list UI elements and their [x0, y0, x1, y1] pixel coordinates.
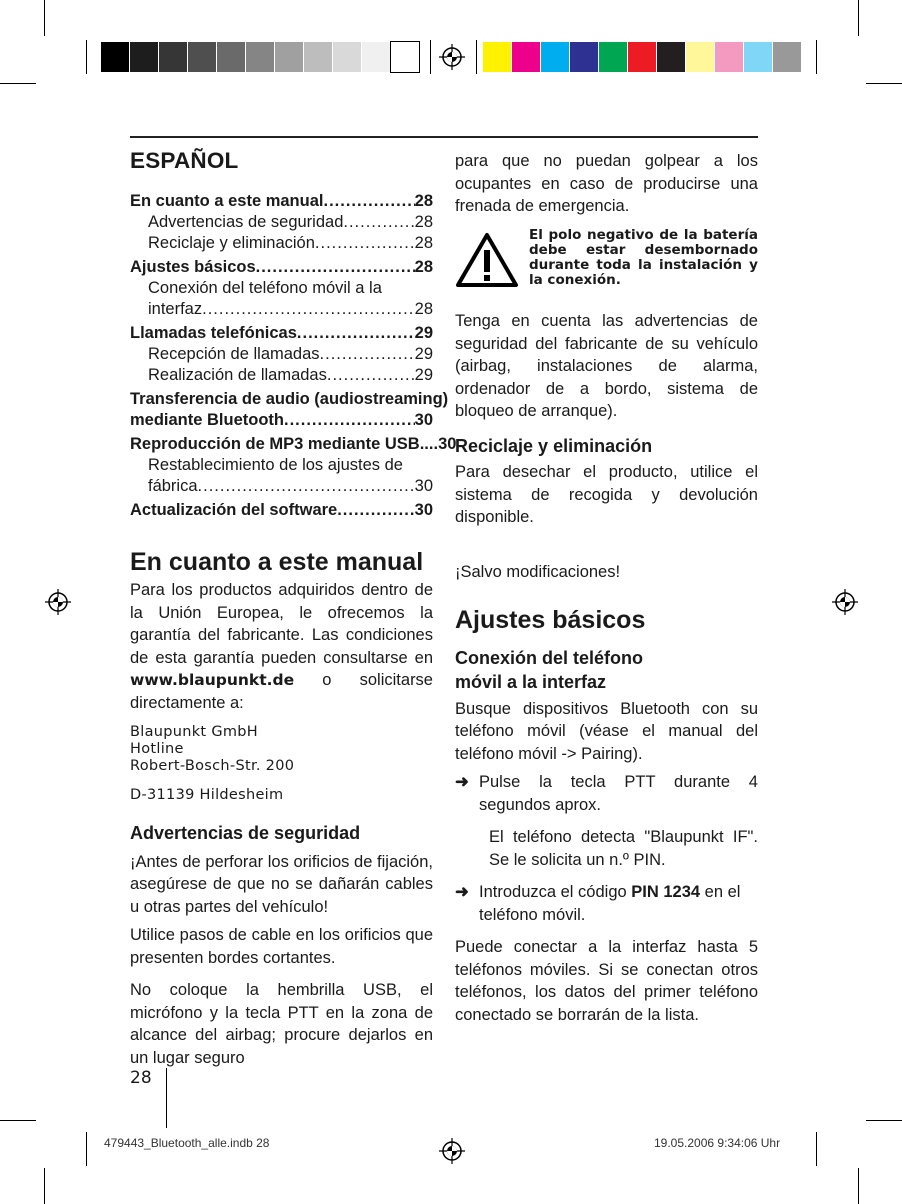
- warning-triangle-icon: [455, 228, 525, 295]
- color-swatch: [744, 42, 772, 72]
- crop-mark: [44, 1168, 45, 1204]
- registration-mark-icon: [439, 44, 465, 70]
- recycle-paragraph: Para desechar el producto, utilice el sistema de recogida y devolución disponible.: [455, 463, 758, 526]
- pin-code: PIN 1234: [631, 883, 701, 901]
- toc-leader: [297, 323, 415, 344]
- toc-page: 30: [414, 500, 433, 519]
- table-of-contents: [130, 191, 457, 521]
- footer-file: 479443_Bluetooth_alle.indb 28: [104, 1136, 270, 1150]
- color-swatch: [512, 42, 540, 72]
- warning-block: [455, 228, 758, 295]
- color-swatch: [275, 42, 303, 72]
- language-title: ESPAÑOL: [130, 148, 239, 173]
- crop-mark: [858, 1168, 859, 1204]
- toc-leader: [198, 476, 415, 497]
- toc-page: 29: [414, 344, 433, 363]
- color-swatch: [715, 42, 743, 72]
- manual-heading: En cuanto a este manual: [130, 547, 424, 576]
- toc-entry[interactable]: fábrica ..... 30: [130, 476, 433, 497]
- safety-paragraph-3: No coloque la hembrilla USB, el micrófono y la tecla PTT en la zona de alcance del airbag; procure dejarlos en un lugar seguro: [130, 981, 433, 1067]
- arrow-icon: ➜: [455, 773, 469, 791]
- final-paragraph: Puede conectar a la interfaz hasta 5 teléfonos móviles. Si se conectan otros teléfonos, los datos del primer teléfono conectado se borrarán de la lista.: [455, 938, 758, 1024]
- color-swatch: [188, 42, 216, 72]
- color-swatch: [246, 42, 274, 72]
- color-swatch: [304, 42, 332, 72]
- crop-mark: [816, 40, 817, 74]
- safety-paragraph-1: ¡Antes de perforar los orificios de fijación, asegúrese de que no se dañarán cables u otras partes del vehículo!: [130, 852, 433, 916]
- address-city: D-31139 Hildesheim: [130, 787, 284, 803]
- step-1-result: El teléfono detecta "Blaupunkt IF". Se le solicita un n.º PIN.: [489, 828, 758, 869]
- toc-entry[interactable]: Actualización del software ..... 30: [130, 500, 433, 521]
- gutter-line: [166, 1068, 167, 1128]
- toc-entry[interactable]: interfaz ..... 28: [130, 299, 433, 320]
- website-link[interactable]: www.blaupunkt.de: [130, 671, 295, 689]
- toc-entry[interactable]: Reciclaje y eliminación ..... 28: [130, 233, 433, 254]
- toc-entry[interactable]: En cuanto a este manual ..... 28: [130, 191, 433, 212]
- color-swatch: [101, 42, 129, 72]
- toc-leader: [343, 212, 414, 233]
- toc-page: 28: [414, 257, 433, 276]
- crop-mark: [430, 40, 431, 74]
- toc-leader: [320, 344, 415, 365]
- toc-page: 28: [414, 233, 433, 252]
- recycle-heading: Reciclaje y eliminación: [455, 435, 653, 456]
- footer-date: 19.05.2006 9:34:06 Uhr: [654, 1136, 781, 1150]
- color-swatch: [217, 42, 245, 72]
- safety-paragraph-2: Utilice pasos de cable en los orificios que presenten bordes cortantes.: [130, 926, 433, 967]
- toc-page: 30: [438, 434, 457, 453]
- changes-note: ¡Salvo modificaciones!: [455, 562, 621, 581]
- toc-page: 29: [414, 323, 433, 342]
- toc-entry[interactable]: Advertencias de seguridad ..... 28: [130, 212, 433, 233]
- crop-mark: [0, 1120, 36, 1121]
- toc-page: 28: [414, 191, 433, 210]
- header-rule: [130, 136, 758, 138]
- toc-leader: [323, 191, 414, 212]
- page-number: 28: [130, 1068, 152, 1088]
- color-swatch: [333, 42, 361, 72]
- toc-leader: [202, 299, 415, 320]
- toc-page: 30: [414, 410, 433, 429]
- toc-entry[interactable]: Llamadas telefónicas ..... 29: [130, 323, 433, 344]
- color-swatch: [628, 42, 656, 72]
- right-column: [455, 150, 758, 1026]
- color-swatch: [599, 42, 627, 72]
- registration-mark-icon: [832, 589, 858, 615]
- step-1: ➜ Pulse la tecla PTT durante 4 segundos aprox.: [455, 771, 758, 816]
- color-swatch: [483, 42, 511, 72]
- color-swatch: [130, 42, 158, 72]
- color-swatch: [570, 42, 598, 72]
- advice-paragraph: Tenga en cuenta las advertencias de seguridad del fabricante de su vehículo (airbag, instalaciones de alarma, ordenador de a bordo, sistema de bloqueo de arranque).: [455, 312, 758, 420]
- registration-mark-icon: [45, 589, 71, 615]
- crop-mark: [476, 40, 477, 74]
- toc-page: 30: [414, 476, 433, 495]
- toc-leader: [256, 257, 415, 278]
- toc-entry[interactable]: Recepción de llamadas ..... 29: [130, 344, 433, 365]
- color-swatch: [773, 42, 801, 72]
- toc-leader: [315, 233, 415, 254]
- toc-entry[interactable]: Ajustes básicos ..... 28: [130, 257, 433, 278]
- warning-text: El polo negativo de la batería debe estar desembornado durante toda la instalación y la conexión.: [529, 226, 758, 288]
- toc-page: 29: [414, 365, 433, 384]
- color-swatch: [686, 42, 714, 72]
- toc-leader: [327, 365, 415, 386]
- toc-entry[interactable]: Restablecimiento de los ajustes de: [148, 455, 403, 474]
- toc-entry[interactable]: Conexión del teléfono móvil a la: [148, 278, 382, 297]
- toc-page: 28: [414, 299, 433, 318]
- color-swatch: [657, 42, 685, 72]
- basic-settings-heading: Ajustes básicos: [455, 606, 646, 634]
- crop-mark: [866, 1120, 902, 1121]
- color-swatch: [541, 42, 569, 72]
- safety-heading: Advertencias de seguridad: [130, 823, 361, 843]
- crop-mark: [86, 40, 87, 74]
- toc-page: 28: [414, 212, 433, 231]
- toc-entry[interactable]: Reproducción de MP3 mediante USB.... 30: [130, 434, 457, 453]
- color-swatch: [159, 42, 187, 72]
- color-swatch: [362, 42, 390, 72]
- toc-leader: [337, 500, 414, 521]
- continued-paragraph: para que no puedan golpear a los ocupantes en caso de producirse una frenada de emergencia.: [455, 152, 758, 215]
- left-column: [130, 148, 457, 1069]
- toc-entry[interactable]: mediante Bluetooth ..... 30: [130, 410, 433, 431]
- registration-mark-icon: [439, 1138, 465, 1164]
- toc-entry[interactable]: Realización de llamadas ..... 29: [130, 365, 433, 386]
- crop-mark: [816, 1132, 817, 1166]
- connection-paragraph: Busque dispositivos Bluetooth con su teléfono móvil (véase el manual del teléfono móvil -> Pairing).: [455, 699, 758, 763]
- crop-mark: [866, 83, 902, 84]
- crop-mark: [858, 0, 859, 36]
- toc-leader: [284, 410, 415, 431]
- arrow-icon: ➜: [455, 883, 469, 901]
- crop-mark: [44, 0, 45, 36]
- toc-entry[interactable]: Transferencia de audio (audiostreaming): [130, 389, 449, 408]
- address-block: Blaupunkt GmbH Hotline Robert-Bosch-Str. 200 D-31139 Hildesheim: [130, 724, 433, 804]
- step-2: ➜ Introduzca el código PIN 1234 en el teléfono móvil.: [455, 881, 758, 926]
- crop-mark: [86, 1132, 87, 1166]
- crop-mark: [0, 83, 36, 84]
- connection-heading: Conexión del teléfono móvil a la interfaz: [455, 647, 644, 692]
- color-swatch: [391, 42, 419, 72]
- manual-paragraph: Para los productos adquiridos dentro de la Unión Europea, le ofrecemos la garantía del fabricante. Las condiciones de esta garantía pueden consultarse en www.blaupunkt.de o solicitarse directamente a:: [130, 581, 433, 712]
